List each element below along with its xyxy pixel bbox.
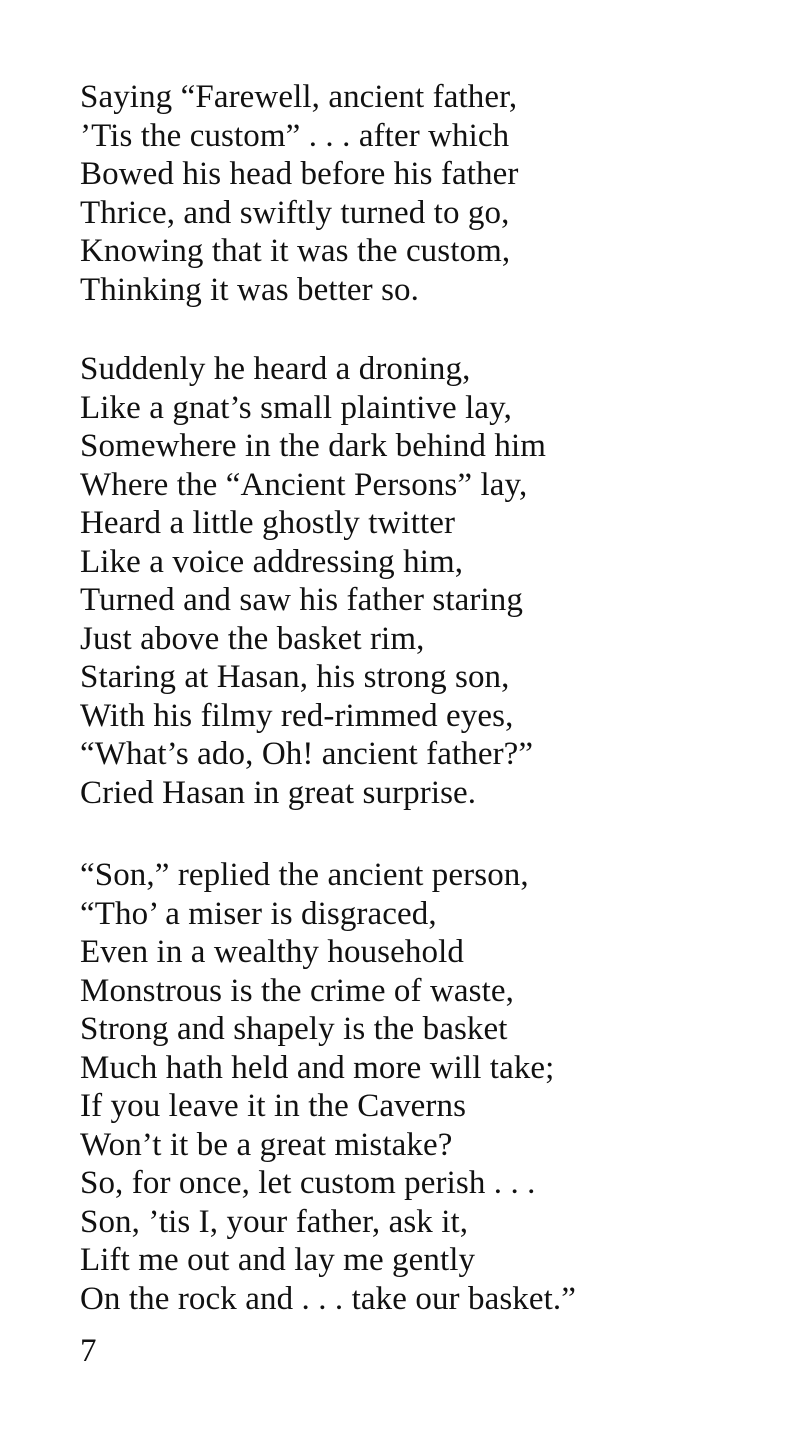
verse-line: Monstrous is the crime of waste, bbox=[80, 972, 514, 1009]
verse-line: Turned and saw his father staring bbox=[80, 582, 523, 618]
verse-line: Thinking it was better so. bbox=[80, 271, 419, 308]
verse-line: ’Tis the custom” . . . after which bbox=[80, 117, 510, 154]
page-number: 7 bbox=[80, 1333, 97, 1369]
stanza-1 bbox=[80, 78, 780, 309]
verse-line: Saying “Farewell, ancient father, bbox=[80, 79, 518, 115]
verse-line: Bowed his head before his father bbox=[80, 156, 519, 192]
verse-line: So, for once, let custom perish . . . bbox=[80, 1165, 536, 1201]
verse-line: Just above the basket rim, bbox=[80, 620, 425, 657]
verse-line: Lift me out and lay me gently bbox=[80, 1242, 476, 1278]
verse-line: Even in a wealthy household bbox=[80, 934, 464, 970]
verse-line: Much hath held and more will take; bbox=[80, 1049, 555, 1086]
verse-line: Where the “Ancient Persons” lay, bbox=[80, 466, 528, 503]
verse-line: With his filmy red-rimmed eyes, bbox=[80, 697, 514, 734]
verse-line: Like a gnat’s small plaintive lay, bbox=[80, 389, 512, 426]
verse-line: Somewhere in the dark behind him bbox=[80, 428, 547, 464]
verse-line: Cried Hasan in great surprise. bbox=[80, 774, 477, 811]
verse-line: Suddenly he heard a droning, bbox=[80, 351, 471, 387]
verse-line: “Tho’ a miser is disgraced, bbox=[80, 895, 437, 932]
verse-line: Knowing that it was the custom, bbox=[80, 233, 511, 269]
verse-line: Won’t it be a great mistake? bbox=[80, 1126, 453, 1163]
verse-line: Strong and shapely is the basket bbox=[80, 1011, 508, 1047]
verse-line: If you leave it in the Caverns bbox=[80, 1088, 467, 1124]
verse-line: Like a voice addressing him, bbox=[80, 543, 464, 580]
verse-line: Thrice, and swiftly turned to go, bbox=[80, 194, 510, 231]
verse-line: Heard a little ghostly twitter bbox=[80, 505, 456, 541]
verse-line: Son, ’tis I, your father, ask it, bbox=[80, 1203, 469, 1240]
stanza-2 bbox=[80, 350, 780, 812]
verse-line: On the rock and . . . take our basket.” bbox=[80, 1280, 576, 1317]
stanza-3 bbox=[80, 856, 780, 1318]
verse-line: “Son,” replied the ancient person, bbox=[80, 857, 529, 893]
verse-line: “What’s ado, Oh! ancient father?” bbox=[80, 736, 534, 772]
verse-line: Staring at Hasan, his strong son, bbox=[80, 659, 510, 695]
